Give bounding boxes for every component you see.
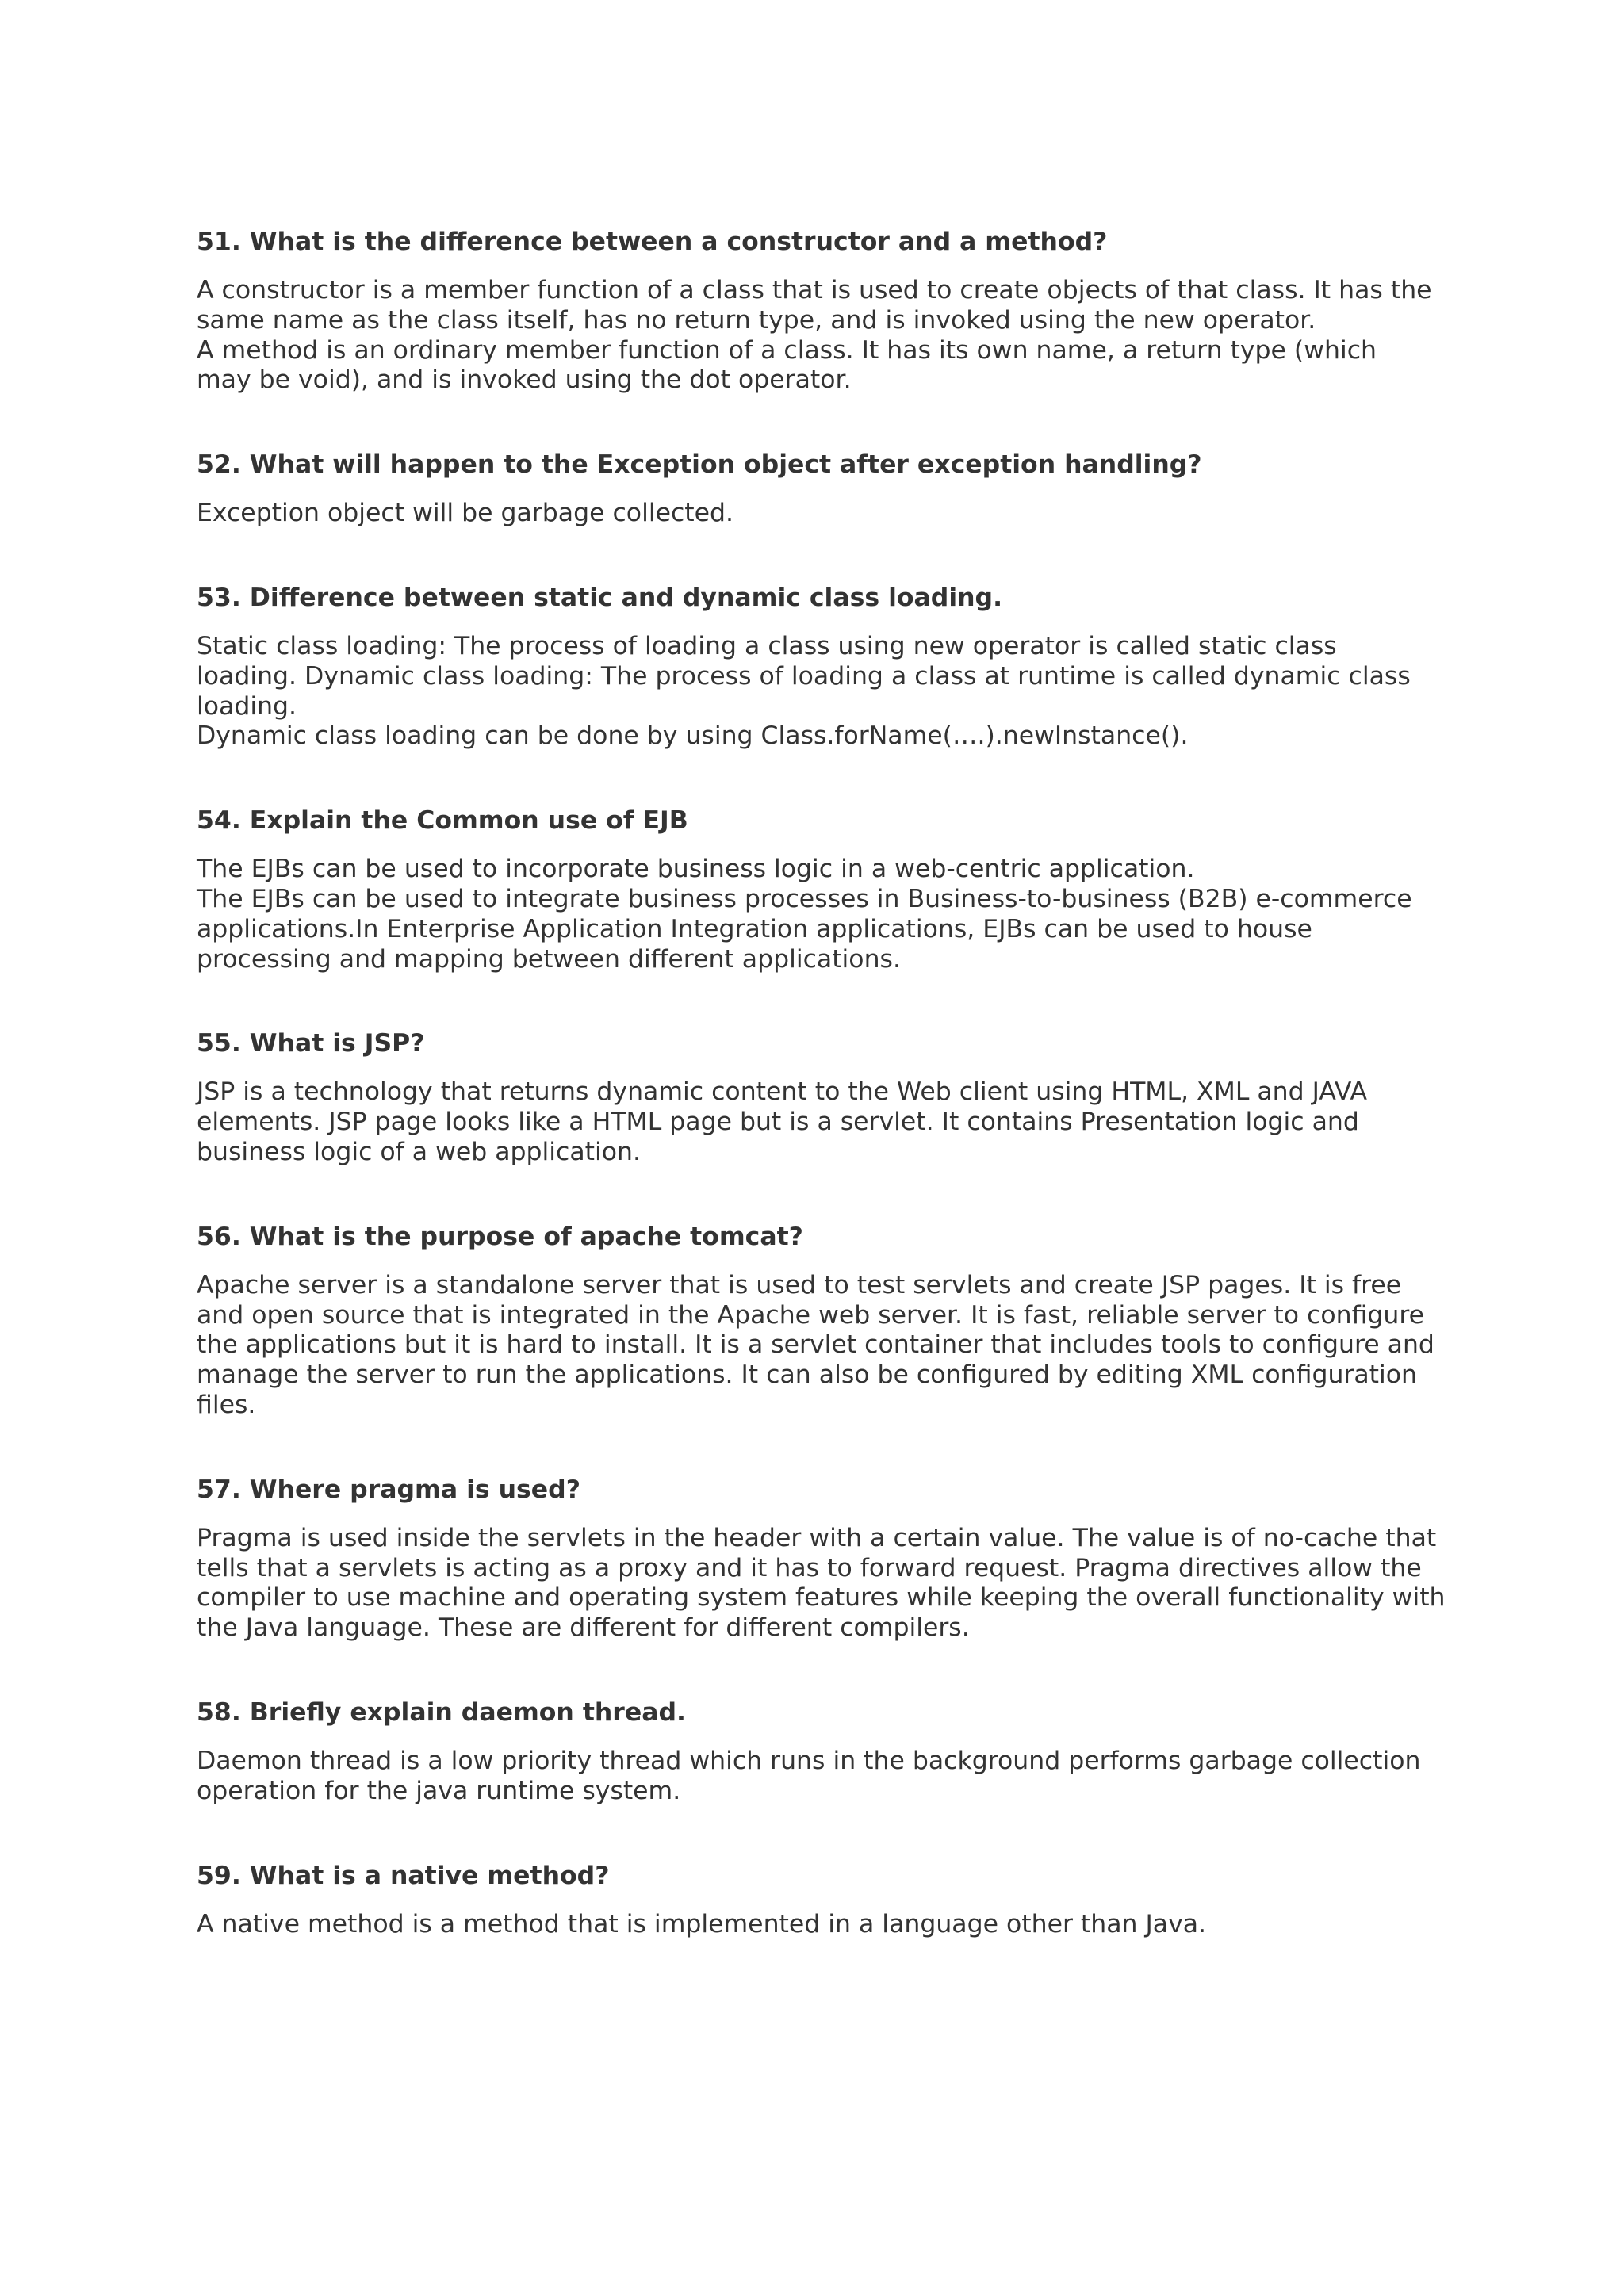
answer-text: Exception object will be garbage collected. <box>197 499 734 528</box>
answer-text: applications.In Enterprise Application Integration applications, EJBs can be used to house <box>197 914 1312 943</box>
qa-item-54 <box>197 806 1434 974</box>
answer-text: the applications but it is hard to install. It is a servlet container that includes tools to configure and <box>197 1330 1434 1360</box>
answer-text: tells that a servlets is acting as a proxy and it has to forward request. Pragma directives allow the <box>197 1553 1422 1582</box>
answer-text: business logic of a web application. <box>197 1137 642 1166</box>
qa-item-51 <box>197 227 1434 396</box>
question-heading: 58. Briefly explain daemon thread. <box>197 1697 686 1727</box>
answer-text: loading. <box>197 691 297 721</box>
question-heading: 59. What is a native method? <box>197 1861 610 1890</box>
answer-text: files. <box>197 1390 256 1419</box>
document-page <box>197 227 1446 1939</box>
question-heading: 57. Where pragma is used? <box>197 1475 580 1504</box>
qa-item-57 <box>197 1475 1446 1644</box>
answer-text: A constructor is a member function of a class that is used to create objects of that class. It has the <box>197 276 1432 304</box>
answer-text: Apache server is a standalone server that is used to test servlets and create JSP pages. It is free <box>197 1270 1402 1299</box>
answer-text: elements. JSP page looks like a HTML page but is a servlet. It contains Presentation logic and <box>197 1108 1359 1137</box>
question-heading: 55. What is JSP? <box>197 1029 425 1058</box>
answer-text: The EJBs can be used to integrate business processes in Business-to-business (B2B) e-commerce <box>197 884 1412 913</box>
answer-text: The EJBs can be used to incorporate business logic in a web-centric application. <box>197 855 1195 884</box>
question-heading: 54. Explain the Common use of EJB <box>197 806 688 836</box>
qa-item-52 <box>197 450 1434 529</box>
question-heading: 52. What will happen to the Exception object after exception handling? <box>197 450 1202 480</box>
answer-text: manage the server to run the applications. It can also be configured by editing XML configuration <box>197 1360 1418 1390</box>
qa-item-55 <box>197 1028 1434 1167</box>
answer-text: Daemon thread is a low priority thread which runs in the background performs garbage collection <box>197 1746 1421 1775</box>
answer-text: compiler to use machine and operating system features while keeping the overall functionality with <box>197 1583 1446 1613</box>
answer-text: processing and mapping between different applications. <box>197 944 901 974</box>
qa-item-59 <box>197 1861 1434 1940</box>
answer-text: the Java language. These are different for different compilers. <box>197 1613 970 1643</box>
answer-text: Dynamic class loading can be done by using Class.forName(….).newInstance(). <box>197 721 1189 751</box>
question-heading: 53. Difference between static and dynamic class loading. <box>197 583 1003 612</box>
answer-text: loading. Dynamic class loading: The process of loading a class at runtime is called dynamic class <box>197 661 1411 691</box>
answer-text: may be void), and is invoked using the dot operator. <box>197 365 852 395</box>
answer-text: operation for the java runtime system. <box>197 1776 681 1805</box>
answer-text: Static class loading: The process of loading a class using new operator is called static class <box>197 631 1337 660</box>
answer-text: A native method is a method that is implemented in a language other than Java. <box>197 1909 1207 1938</box>
answer-text: JSP is a technology that returns dynamic content to the Web client using HTML, XML and JAVA <box>197 1077 1368 1107</box>
question-heading: 51. What is the difference between a constructor and a method? <box>197 228 1108 256</box>
answer-text: A method is an ordinary member function of a class. It has its own name, a return type (which <box>197 335 1377 365</box>
qa-item-56 <box>197 1222 1434 1421</box>
qa-item-53 <box>197 583 1434 752</box>
question-heading: 56. What is the purpose of apache tomcat? <box>197 1222 803 1251</box>
qa-item-58 <box>197 1697 1434 1807</box>
answer-text: Pragma is used inside the servlets in the header with a certain value. The value is of no-cache that <box>197 1523 1437 1552</box>
answer-text: and open source that is integrated in the Apache web server. It is fast, reliable server to configure <box>197 1300 1425 1330</box>
answer-text: same name as the class itself, has no return type, and is invoked using the new operator. <box>197 305 1316 335</box>
